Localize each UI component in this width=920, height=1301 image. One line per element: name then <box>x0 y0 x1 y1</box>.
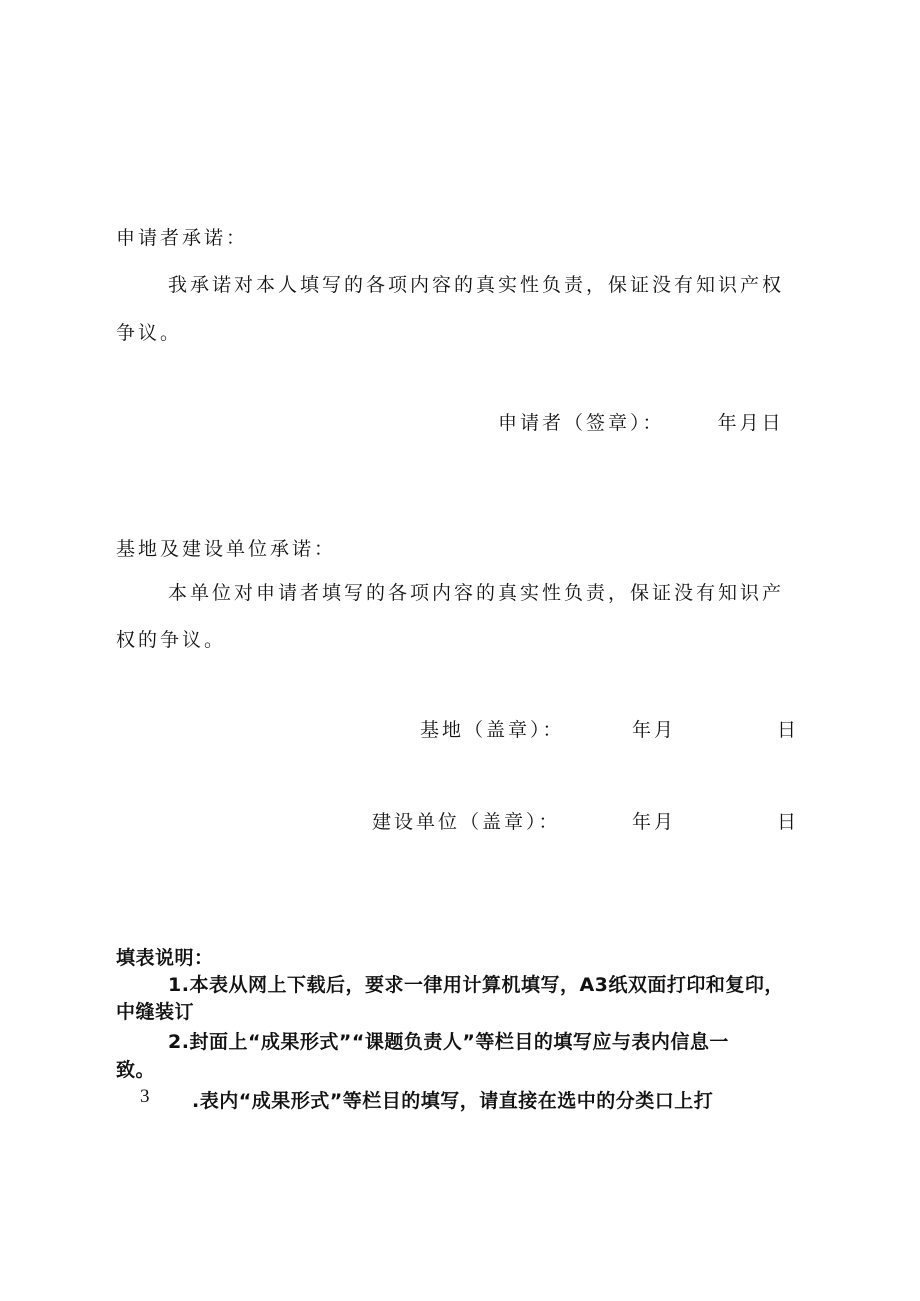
applicant-promise-line1: 我承诺对本人填写的各项内容的真实性负责，保证没有知识产权 <box>168 274 785 296</box>
instruction-2-line2: 致。 <box>116 1059 156 1081</box>
unit-stamp-label: 建设单位（盖章）： <box>372 811 561 833</box>
unit-promise-heading: 基地及建设单位承诺： <box>116 538 337 560</box>
applicant-promise-line2: 争议。 <box>116 322 183 344</box>
unit-stamp-year-month: 年月 <box>632 811 677 833</box>
base-stamp-label: 基地（盖章）： <box>420 719 565 741</box>
instructions-heading: 填表说明： <box>116 947 214 969</box>
base-stamp-day: 日 <box>777 719 800 741</box>
unit-promise-line2: 权的争议。 <box>116 629 227 651</box>
instruction-3-text: .表内“成果形式”等栏目的填写，请直接在选中的分类口上打 <box>192 1090 714 1112</box>
applicant-promise-heading: 申请者承诺： <box>116 227 249 249</box>
applicant-signature-label: 申请者（签章）： <box>498 412 665 434</box>
applicant-signature-line <box>498 408 784 435</box>
unit-promise-line1: 本单位对申请者填写的各项内容的真实性负责，保证没有知识产 <box>168 582 785 604</box>
instruction-2-line1: 2.封面上“成果形式”“课题负责人”等栏目的填写应与表内信息一 <box>168 1031 729 1053</box>
unit-stamp-day: 日 <box>777 811 800 833</box>
base-stamp-year-month: 年月 <box>632 719 677 741</box>
instruction-1-line1: 1.本表从网上下载后，要求一律用计算机填写，A3纸双面打印和复印， <box>168 974 784 996</box>
instruction-3-number: 3 <box>140 1086 150 1107</box>
instruction-1-line2: 中缝装订 <box>116 1001 195 1023</box>
applicant-signature-date: 年月日 <box>717 412 784 434</box>
